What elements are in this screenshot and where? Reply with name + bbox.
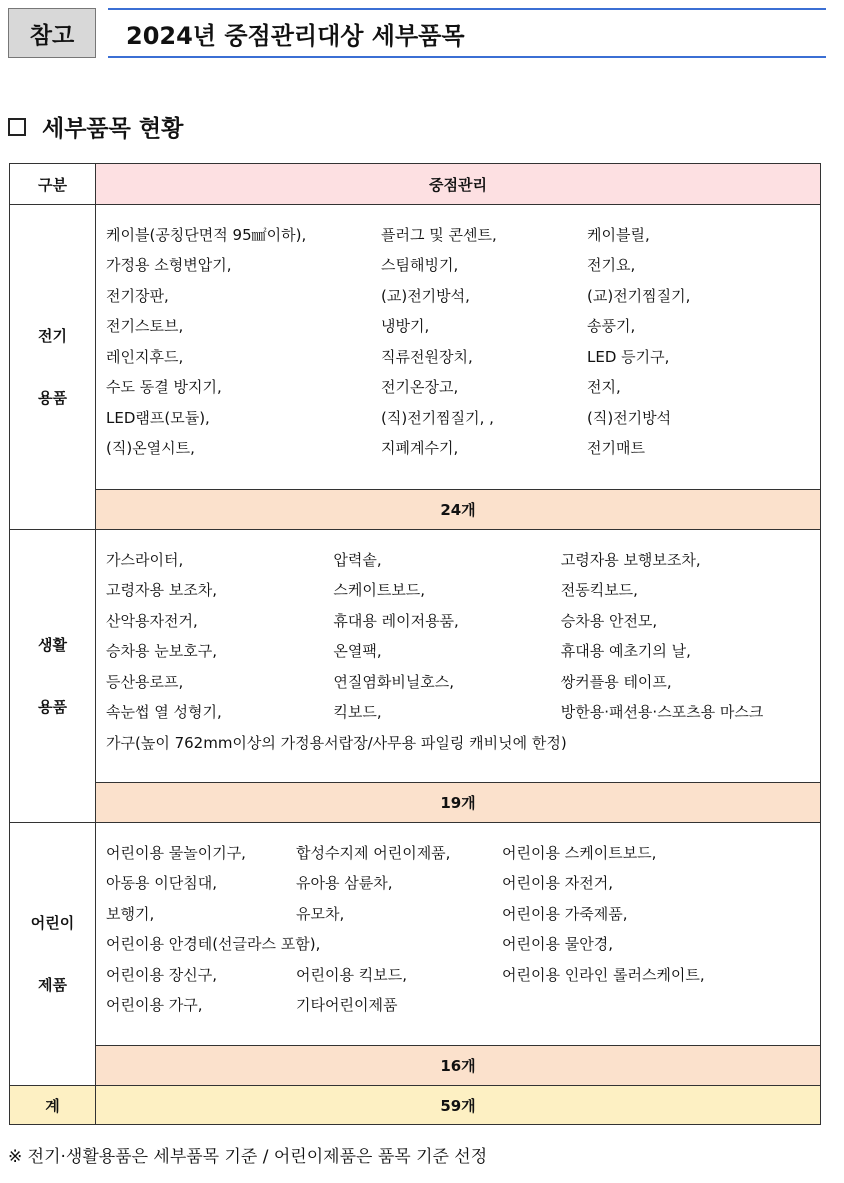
list-item: 어린이용 인라인 롤러스케이트, xyxy=(502,965,705,984)
list-item: (직)전기방석 xyxy=(587,408,672,427)
list-item: 유아용 삼륜차, xyxy=(296,874,393,893)
list-item: 고령자용 보행보조차, xyxy=(560,550,701,569)
list-item: 전기장판, xyxy=(106,286,169,305)
list-item-row xyxy=(106,959,820,990)
list-item: 스팀해빙기, xyxy=(381,256,459,275)
list-item-row xyxy=(106,219,820,250)
list-item: 지폐계수기, xyxy=(381,439,459,458)
item-list xyxy=(106,544,820,758)
list-item-row xyxy=(106,402,820,433)
list-item: LED램프(모듈), xyxy=(106,408,210,427)
header-category: 구분 xyxy=(10,164,96,205)
list-item-row xyxy=(106,898,820,929)
list-item: 어린이용 물놀이기구, xyxy=(106,843,246,862)
list-item-row xyxy=(106,341,820,372)
list-item: 전기스토브, xyxy=(106,317,184,336)
category-label-line2: 제품 xyxy=(38,976,67,994)
items-cell xyxy=(96,205,821,490)
list-item: 수도 동결 방지기, xyxy=(106,378,222,397)
items-cell xyxy=(96,530,821,783)
list-item: 가스라이터, xyxy=(106,550,184,569)
list-item: 어린이용 가죽제품, xyxy=(502,904,628,923)
list-item: 케이블(공칭단면적 95㎟이하), xyxy=(106,225,307,244)
list-item: 레인지후드, xyxy=(106,347,184,366)
list-item-row xyxy=(106,990,820,1021)
list-item: 가정용 소형변압기, xyxy=(106,256,232,275)
list-item: 방한용·패션용·스포츠용 마스크 xyxy=(560,703,764,722)
list-item: 냉방기, xyxy=(381,317,430,336)
list-item: 어린이용 물안경, xyxy=(502,935,613,954)
item-list xyxy=(106,837,820,1020)
section-heading-text: 세부품목 현황 xyxy=(42,116,184,142)
list-item-row xyxy=(106,697,820,728)
list-item-row xyxy=(106,544,820,575)
list-item: 가구(높이 762mm이상의 가정용서랍장/사무용 파일링 캐비닛에 한정) xyxy=(106,733,567,752)
list-item: 전기온장고, xyxy=(381,378,459,397)
list-item: 송풍기, xyxy=(587,317,636,336)
list-item: 연질염화비닐호스, xyxy=(333,672,455,691)
category-electric xyxy=(10,205,96,530)
list-item: 쌍커플용 테이프, xyxy=(560,672,672,691)
list-item: 온열팩, xyxy=(333,642,382,661)
list-item-row xyxy=(106,666,820,697)
list-item: 산악용자전거, xyxy=(106,611,198,630)
list-item: 어린이용 자전거, xyxy=(502,874,613,893)
list-item-row xyxy=(106,868,820,899)
list-item-row xyxy=(106,837,820,868)
item-table xyxy=(9,163,821,1125)
list-item: 스케이트보드, xyxy=(333,581,426,600)
list-item: 승차용 안전모, xyxy=(560,611,658,630)
list-item: 전지, xyxy=(587,378,621,397)
list-item: 승차용 눈보호구, xyxy=(106,642,217,661)
group-electric-items xyxy=(10,205,821,490)
group-count: 24개 xyxy=(96,490,821,530)
list-item: 고령자용 보조차, xyxy=(106,581,217,600)
list-item: 어린이용 안경테(선글라스 포함), xyxy=(106,935,321,954)
list-item-row xyxy=(106,311,820,342)
list-item: 아동용 이단침대, xyxy=(106,874,217,893)
list-item: 유모차, xyxy=(296,904,345,923)
section-heading xyxy=(8,110,183,143)
list-item-row xyxy=(106,250,820,281)
list-item-row xyxy=(106,727,820,758)
list-item: 휴대용 레이저용품, xyxy=(333,611,459,630)
list-item: 보행기, xyxy=(106,904,155,923)
list-item: 압력솥, xyxy=(333,550,382,569)
category-label-line1: 생활 xyxy=(38,636,67,654)
list-item: 플러그 및 콘센트, xyxy=(381,225,497,244)
list-item-row xyxy=(106,575,820,606)
category-living xyxy=(10,530,96,823)
list-item-row xyxy=(106,372,820,403)
list-item: 휴대용 예초기의 날, xyxy=(560,642,691,661)
square-bullet-icon xyxy=(8,118,26,136)
list-item-row xyxy=(106,433,820,464)
reference-badge: 참고 xyxy=(8,8,96,58)
page-title: 2024년 중점관리대상 세부품목 xyxy=(108,8,826,58)
total-label: 계 xyxy=(10,1086,96,1125)
list-item: (교)전기방석, xyxy=(381,286,470,305)
group-count: 19개 xyxy=(96,783,821,823)
group-count: 16개 xyxy=(96,1046,821,1086)
list-item: 합성수지제 어린이제품, xyxy=(296,843,451,862)
list-item: 케이블릴, xyxy=(587,225,650,244)
list-item: 어린이용 킥보드, xyxy=(296,965,407,984)
page-header xyxy=(8,8,826,60)
list-item: (직)전기찜질기, , xyxy=(381,408,494,427)
header-main: 중점관리 xyxy=(96,164,821,205)
category-label-line2: 용품 xyxy=(38,698,67,716)
list-item: 전기매트 xyxy=(587,439,645,458)
list-item: 속눈썹 열 성형기, xyxy=(106,703,222,722)
total-row xyxy=(10,1086,821,1125)
category-label-line1: 전기 xyxy=(38,327,67,345)
list-item: 등산용로프, xyxy=(106,672,184,691)
list-item-row xyxy=(106,605,820,636)
list-item: 직류전원장치, xyxy=(381,347,473,366)
table-header-row xyxy=(10,164,821,205)
total-value: 59개 xyxy=(96,1086,821,1125)
list-item: 전동킥보드, xyxy=(560,581,638,600)
items-cell xyxy=(96,823,821,1046)
item-list xyxy=(106,219,820,463)
category-label-line1: 어린이 xyxy=(30,914,75,932)
list-item: (교)전기찜질기, xyxy=(587,286,691,305)
list-item: 킥보드, xyxy=(333,703,382,722)
group-children-items xyxy=(10,823,821,1046)
list-item-row xyxy=(106,636,820,667)
list-item: (직)온열시트, xyxy=(106,439,195,458)
group-living-items xyxy=(10,530,821,783)
list-item-row xyxy=(106,929,820,960)
list-item: 어린이용 스케이트보드, xyxy=(502,843,657,862)
footnote: ※ 전기·생활용품은 세부품목 기준 / 어린이제품은 품목 기준 선정 xyxy=(8,1147,488,1167)
list-item: 어린이용 가구, xyxy=(106,996,203,1015)
list-item-row xyxy=(106,280,820,311)
list-item: LED 등기구, xyxy=(587,347,670,366)
category-label-line2: 용품 xyxy=(38,389,67,407)
list-item: 기타어린이제품 xyxy=(296,996,398,1015)
category-children xyxy=(10,823,96,1086)
list-item: 어린이용 장신구, xyxy=(106,965,217,984)
list-item: 전기요, xyxy=(587,256,636,275)
